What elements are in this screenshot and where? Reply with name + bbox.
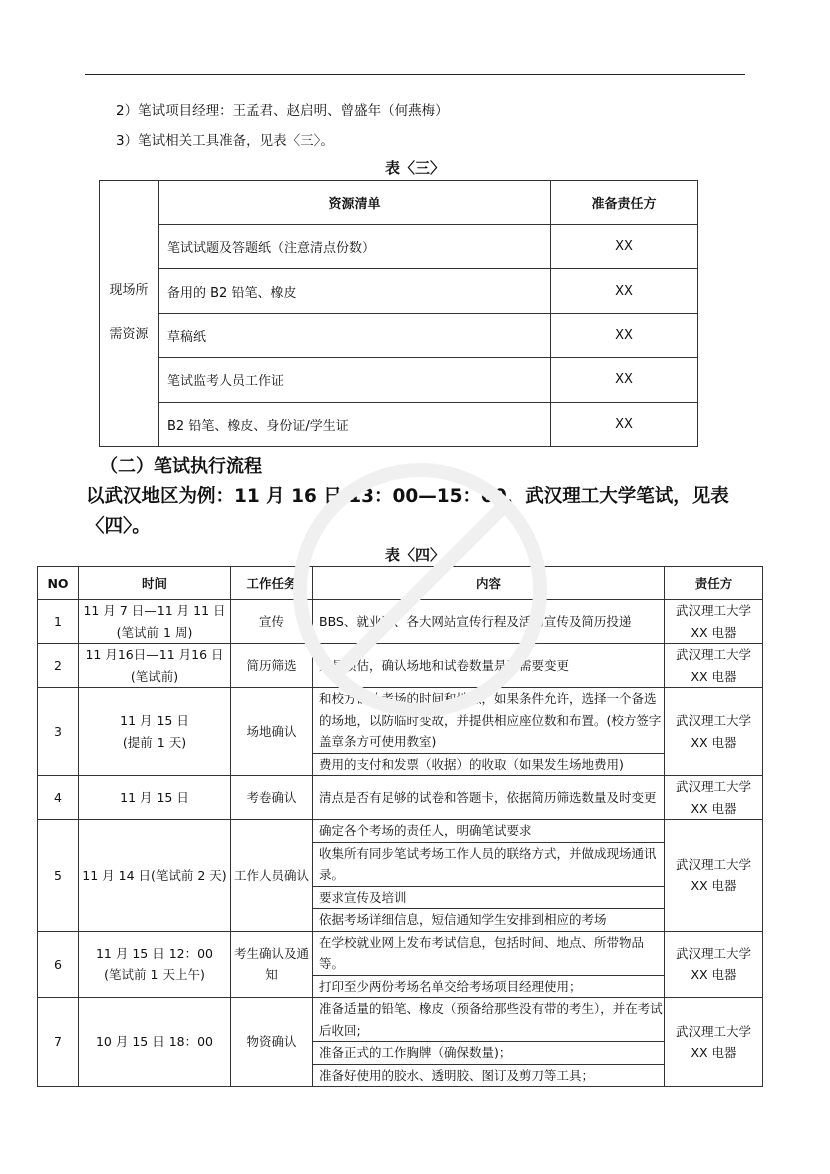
intro-line-2: 2）笔试项目经理：王孟君、赵启明、曾盛年（何燕梅）	[116, 103, 449, 119]
row-task: 考生确认及通知	[231, 931, 313, 998]
row-content: 准备正式的工作胸牌（确保数量)；	[313, 1042, 665, 1065]
resource-owner: XX	[551, 269, 698, 313]
table-row	[38, 644, 763, 688]
col-owner-header: 准备责任方	[551, 181, 698, 225]
row-time: 10 月 15 日 18：00	[79, 998, 231, 1087]
table-row	[100, 269, 698, 313]
col-content-header: 内容	[313, 567, 665, 600]
row-owner: 武汉理工大学 XX 电器	[665, 688, 763, 776]
row-task: 场地确认	[231, 688, 313, 776]
row-time: 11 月 14 日(笔试前 2 天)	[79, 820, 231, 932]
table-row	[100, 225, 698, 269]
col-no-header: NO	[38, 567, 79, 600]
table-row	[38, 600, 763, 644]
row-content: 人员预估，确认场地和试卷数量是否需要变更	[313, 644, 665, 688]
table-row	[100, 358, 698, 402]
row-content: 准备适量的铅笔、橡皮（预备给那些没有带的考生），并在考试后收回;	[313, 998, 665, 1042]
col-owner-header: 责任方	[665, 567, 763, 600]
col-time-header: 时间	[79, 567, 231, 600]
row-time: 11 月 15 日 (提前 1 天)	[79, 688, 231, 776]
row-owner: 武汉理工大学 XX 电器	[665, 931, 763, 998]
row-owner: 武汉理工大学 XX 电器	[665, 998, 763, 1087]
row-task: 考卷确认	[231, 776, 313, 820]
resource-item: B2 铅笔、橡皮、身份证/学生证	[159, 402, 551, 446]
row-content: 和校方确认考场的时间和地点，如果条件允许，选择一个备选的场地，以防临时变故，并提供相应座位数和布置。(校方签字盖章条方可使用教室)	[313, 688, 665, 754]
intro-line-3: 3）笔试相关工具准备，见表〈三〉。	[116, 133, 334, 149]
row-no: 1	[38, 600, 79, 644]
resource-item: 备用的 B2 铅笔、橡皮	[159, 269, 551, 313]
table3-caption: 表〈三〉	[384, 159, 445, 177]
row-content: BBS、就业网、各大网站宣传行程及活动宣传及简历投递	[313, 600, 665, 644]
header-rule	[85, 74, 745, 75]
resource-item: 笔试试题及答题纸（注意清点份数）	[159, 225, 551, 269]
resource-table	[99, 180, 698, 447]
process-table	[37, 566, 763, 1087]
row-content: 依据考场详细信息，短信通知学生安排到相应的考场	[313, 909, 665, 932]
row-time: 11 月 15 日 12：00 (笔试前 1 天上午)	[79, 931, 231, 998]
row-time: 11 月 15 日	[79, 776, 231, 820]
row-no: 4	[38, 776, 79, 820]
row-content: 在学校就业网上发布考试信息，包括时间、地点、所带物品等。	[313, 931, 665, 975]
row-no: 7	[38, 998, 79, 1087]
row-content: 打印至少两份考场名单交给考场项目经理使用；	[313, 975, 665, 998]
row-content: 费用的支付和发票（收据）的收取（如果发生场地费用)	[313, 753, 665, 776]
row-task: 工作人员确认	[231, 820, 313, 932]
table-row	[38, 820, 763, 843]
row-task: 简历筛选	[231, 644, 313, 688]
section-title: （二）笔试执行流程	[100, 456, 262, 477]
row-content: 准备好使用的胶水、透明胶、图订及剪刀等工具；	[313, 1064, 665, 1087]
col-task-header: 工作任务	[231, 567, 313, 600]
row-content: 收集所有同步笔试考场工作人员的联络方式，并做成现场通讯录。	[313, 842, 665, 886]
col-resource-header: 资源清单	[159, 181, 551, 225]
row-no: 6	[38, 931, 79, 998]
section-lead-1: 以武汉地区为例：11 月 16 日 13：00—15：00，武汉理工大学笔试，见表	[86, 486, 729, 507]
table-row	[38, 998, 763, 1042]
table-row	[38, 931, 763, 975]
row-owner: 武汉理工大学 XX 电器	[665, 600, 763, 644]
table4-caption: 表〈四〉	[384, 546, 445, 564]
row-time: 11 月 7 日—11 月 11 日 (笔试前 1 周)	[79, 600, 231, 644]
resource-item: 草稿纸	[159, 313, 551, 357]
resource-item: 笔试监考人员工作证	[159, 358, 551, 402]
row-owner: 武汉理工大学 XX 电器	[665, 820, 763, 932]
resource-side-label: 现场所 需资源	[100, 181, 159, 447]
row-no: 2	[38, 644, 79, 688]
row-owner: 武汉理工大学 XX 电器	[665, 644, 763, 688]
row-no: 5	[38, 820, 79, 932]
table-row	[38, 776, 763, 820]
section-lead-2: 〈四〉。	[86, 516, 151, 537]
row-task: 物资确认	[231, 998, 313, 1087]
row-no: 3	[38, 688, 79, 776]
row-task: 宣传	[231, 600, 313, 644]
table-row	[100, 313, 698, 357]
resource-owner: XX	[551, 225, 698, 269]
resource-owner: XX	[551, 358, 698, 402]
table-row	[38, 688, 763, 754]
row-time: 11 月16日—11 月16 日 (笔试前)	[79, 644, 231, 688]
table-row	[100, 402, 698, 446]
row-content: 要求宣传及培训	[313, 886, 665, 909]
row-content: 清点是否有足够的试卷和答题卡，依据简历筛选数量及时变更	[313, 776, 665, 820]
resource-owner: XX	[551, 313, 698, 357]
resource-owner: XX	[551, 402, 698, 446]
row-content: 确定各个考场的责任人，明确笔试要求	[313, 820, 665, 843]
row-owner: 武汉理工大学 XX 电器	[665, 776, 763, 820]
